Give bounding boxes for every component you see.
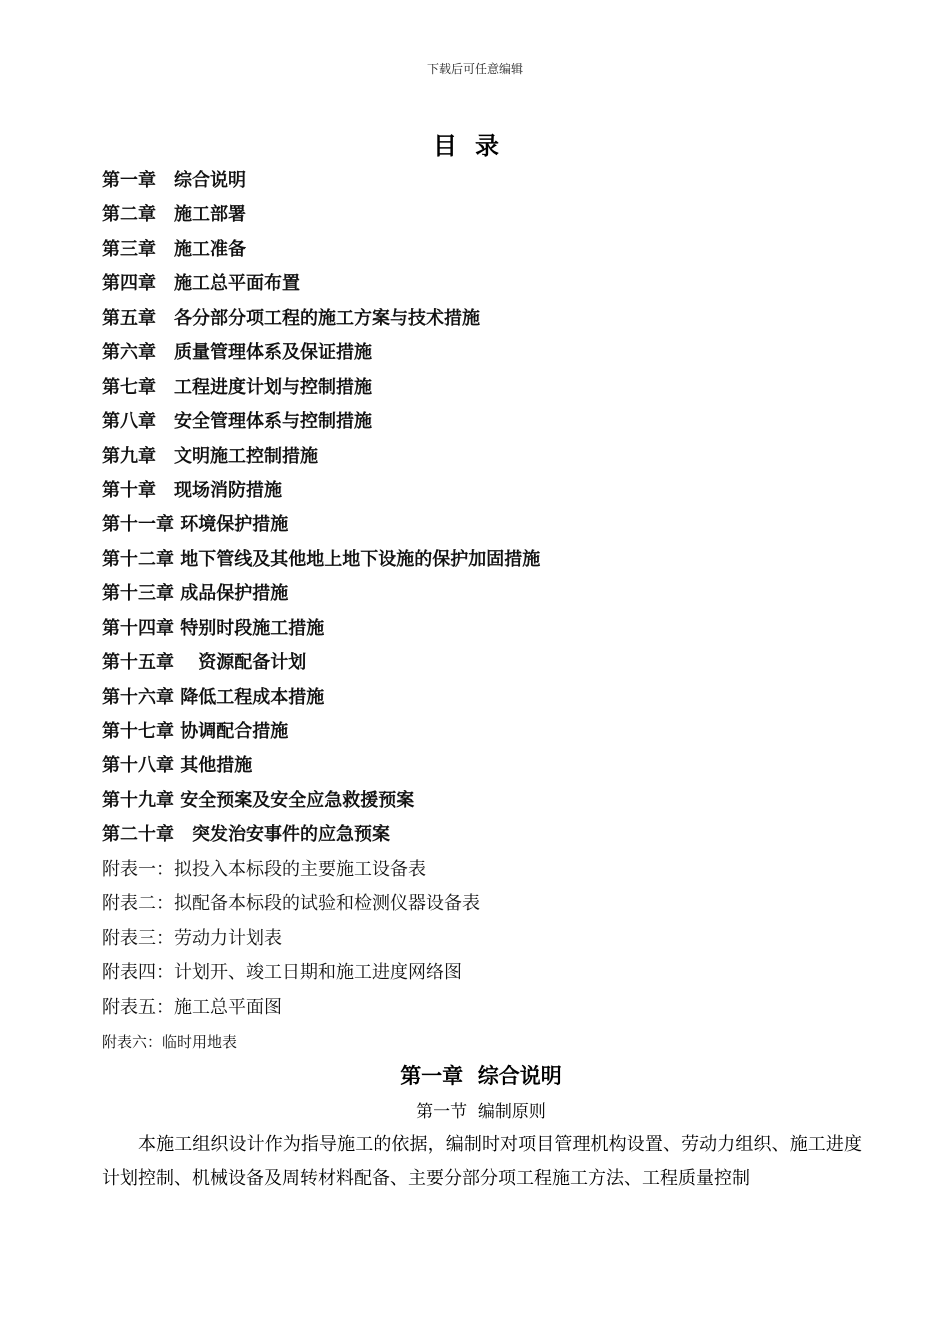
toc-appendix-3[interactable]: 附表三：劳动力计划表 [102,927,282,949]
header-note: 下载后可任意编辑 [426,62,523,76]
toc-chapter-17[interactable]: 第十七章 协调配合措施 [102,721,289,742]
toc-appendix-6[interactable]: 附表六：临时用地表 [102,1032,238,1051]
toc-appendix-1[interactable]: 附表一：拟投入本标段的主要施工设备表 [102,858,426,880]
toc-chapter-2[interactable]: 第二章 施工部署 [102,204,246,226]
toc-chapter-10[interactable]: 第十章 现场消防措施 [102,479,282,501]
toc-chapter-6[interactable]: 第六章 质量管理体系及保证措施 [102,342,372,364]
toc-chapter-9[interactable]: 第九章 文明施工控制措施 [102,445,318,467]
toc-list [102,164,862,1059]
toc-chapter-8[interactable]: 第八章 安全管理体系与控制措施 [102,411,372,433]
toc-appendix-2[interactable]: 附表二：拟配备本标段的试验和检测仪器设备表 [102,893,480,915]
chapter-heading: 第一章 综合说明 [400,1064,562,1088]
toc-chapter-5[interactable]: 第五章 各分部分项工程的施工方案与技术措施 [102,307,480,329]
toc-chapter-20[interactable]: 第二十章 突发治安事件的应急预案 [102,824,390,846]
body-paragraph: 本施工组织设计作为指导施工的依据，编制时对项目管理机构设置、劳动力组织、施工进度计划控制、机械设备及周转材料配备、主要分部分项工程施工方法、工程质量控制 [102,1134,862,1189]
toc-chapter-19[interactable]: 第十九章 安全预案及安全应急救援预案 [102,789,415,811]
toc-chapter-11[interactable]: 第十一章 环境保护措施 [102,514,289,536]
section-heading: 第一节 编制原则 [416,1102,546,1122]
toc-chapter-4[interactable]: 第四章 施工总平面布置 [102,273,300,295]
toc-chapter-1[interactable]: 第一章 综合说明 [102,170,246,191]
toc-appendix-4[interactable]: 附表四：计划开、竣工日期和施工进度网络图 [102,962,462,984]
toc-chapter-14[interactable]: 第十四章 特别时段施工措施 [102,617,325,639]
toc-title: 目录 [433,132,517,160]
toc-appendix-5[interactable]: 附表五：施工总平面图 [102,996,282,1018]
toc-chapter-16[interactable]: 第十六章 降低工程成本措施 [102,686,325,708]
toc-chapter-13[interactable]: 第十三章 成品保护措施 [102,583,289,605]
toc-chapter-12[interactable]: 第十二章 地下管线及其他地上地下设施的保护加固措施 [102,548,541,570]
toc-chapter-7[interactable]: 第七章 工程进度计划与控制措施 [102,376,372,398]
toc-chapter-18[interactable]: 第十八章 其他措施 [102,755,253,777]
toc-chapter-3[interactable]: 第三章 施工准备 [102,238,246,260]
toc-chapter-15[interactable]: 第十五章 资源配备计划 [102,652,307,674]
